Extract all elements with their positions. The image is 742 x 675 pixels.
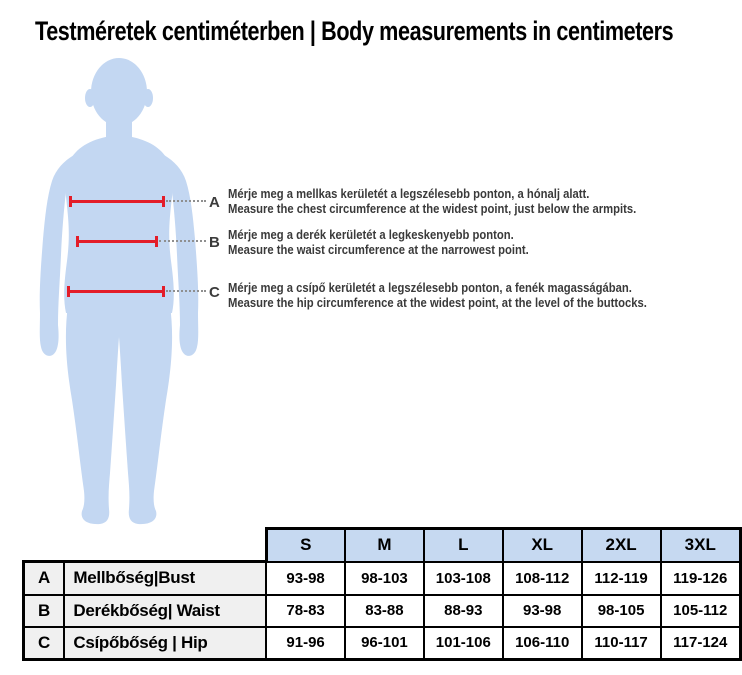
- row-label-hip: Csípőbőség | Hip: [64, 627, 266, 660]
- chest-measure-line: [70, 200, 164, 203]
- waist-annotation-hu: Mérje meg a derék kerületét a legkeskenyebb ponton.: [228, 228, 514, 242]
- chest-annotation-en: Measure the chest circumference at the widest point, just below the armpits.: [228, 202, 637, 216]
- size-header-m: M: [345, 529, 424, 562]
- waist-annotation: [228, 228, 529, 258]
- hip-l: 101-106: [424, 627, 503, 660]
- size-table: [22, 527, 742, 661]
- hip-m: 96-101: [345, 627, 424, 660]
- chest-annotation-hu: Mérje meg a mellkas kerületét a legszélesebb ponton, a hónalj alatt.: [228, 187, 590, 201]
- hip-2xl: 110-117: [582, 627, 661, 660]
- bust-xl: 108-112: [503, 562, 582, 595]
- hip-s: 91-96: [266, 627, 345, 660]
- page-title: Testméretek centiméterben | Body measurements in centimeters: [35, 16, 674, 46]
- table-corner-spacer: [24, 529, 267, 562]
- waist-3xl: 105-112: [661, 595, 741, 627]
- hip-connector-dots: [166, 290, 206, 292]
- size-header-xl: XL: [503, 529, 582, 562]
- chest-annotation: [228, 187, 636, 217]
- bust-2xl: 112-119: [582, 562, 661, 595]
- body-silhouette-image: [30, 55, 208, 533]
- hip-annotation-hu: Mérje meg a csípő kerületét a legszélesebb ponton, a fenék magasságában.: [228, 281, 632, 295]
- waist-l: 88-93: [424, 595, 503, 627]
- row-letter: C: [24, 627, 65, 660]
- row-letter: B: [24, 595, 65, 627]
- waist-annotation-en: Measure the waist circumference at the narrowest point.: [228, 243, 529, 257]
- hip-xl: 106-110: [503, 627, 582, 660]
- row-letter: A: [24, 562, 65, 595]
- waist-m: 83-88: [345, 595, 424, 627]
- size-header-l: L: [424, 529, 503, 562]
- bust-l: 103-108: [424, 562, 503, 595]
- hip-annotation-en: Measure the hip circumference at the widest point, at the level of the buttocks.: [228, 296, 647, 310]
- waist-marker-letter: B: [209, 234, 220, 251]
- row-label-bust: Mellbőség|Bust: [64, 562, 266, 595]
- chest-marker-letter: A: [209, 194, 220, 211]
- waist-2xl: 98-105: [582, 595, 661, 627]
- hip-3xl: 117-124: [661, 627, 741, 660]
- size-header-3xl: 3XL: [661, 529, 741, 562]
- size-header-s: S: [266, 529, 345, 562]
- row-label-waist: Derékbőség| Waist: [64, 595, 266, 627]
- waist-xl: 93-98: [503, 595, 582, 627]
- waist-measure-line: [77, 240, 157, 243]
- waist-connector-dots: [159, 240, 206, 242]
- table-row-bust: [24, 562, 741, 595]
- bust-3xl: 119-126: [661, 562, 741, 595]
- table-row-hip: [24, 627, 741, 660]
- bust-m: 98-103: [345, 562, 424, 595]
- hip-measure-line: [68, 290, 164, 293]
- hip-annotation: [228, 281, 647, 311]
- table-row-waist: [24, 595, 741, 627]
- chest-connector-dots: [166, 200, 206, 202]
- size-header-2xl: 2XL: [582, 529, 661, 562]
- size-header-row: [24, 529, 741, 562]
- bust-s: 93-98: [266, 562, 345, 595]
- waist-s: 78-83: [266, 595, 345, 627]
- hip-marker-letter: C: [209, 284, 220, 301]
